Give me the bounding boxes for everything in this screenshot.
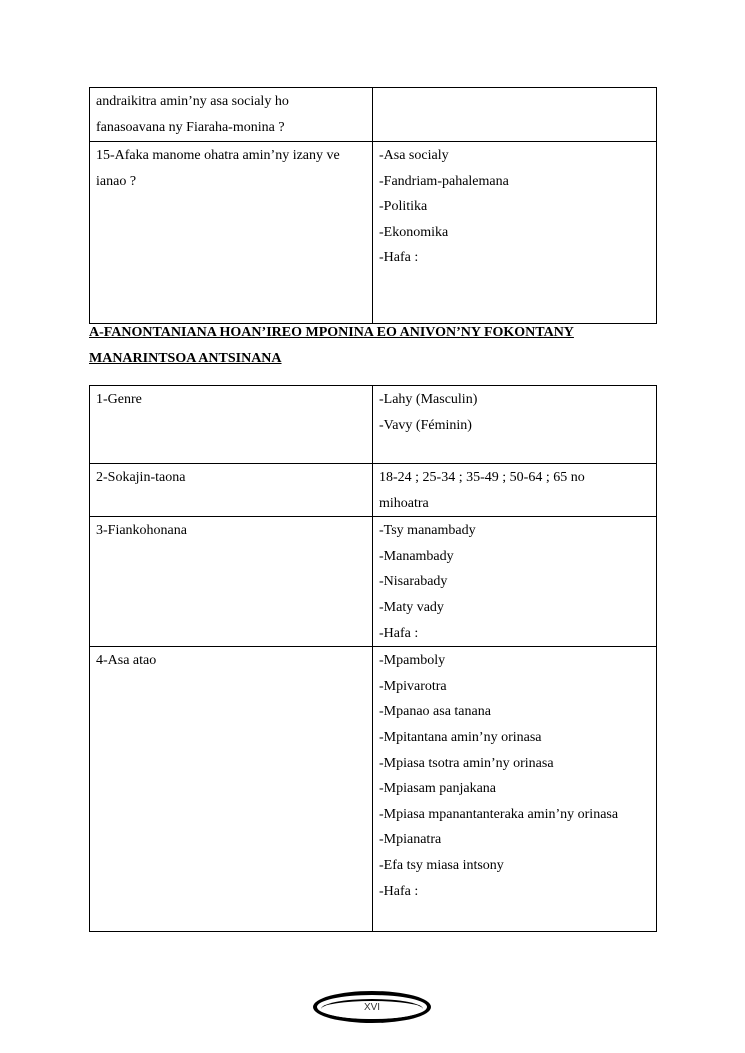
table-row xyxy=(90,517,657,647)
option-text: -Nisarabady xyxy=(379,574,448,590)
question-cell xyxy=(90,464,373,517)
section-heading-continued: MANARINTSOA ANTSINANA xyxy=(89,351,282,366)
question-cell xyxy=(90,517,373,647)
question-text: fanasoavana ny Fiaraha-monina ? xyxy=(96,119,285,135)
option-text: -Maty vady xyxy=(379,599,444,615)
question-text: 3-Fiankohonana xyxy=(96,523,187,539)
section-heading: A-FANONTANIANA HOAN’IREO MPONINA EO ANIVON’NY FOKONTANY xyxy=(89,325,574,340)
option-text: -Politika xyxy=(379,199,428,215)
question-cell xyxy=(90,88,373,142)
options-cell xyxy=(373,386,657,464)
question-text: 2-Sokajin-taona xyxy=(96,470,186,485)
questionnaire-table xyxy=(89,385,657,932)
option-text: -Hafa : xyxy=(379,883,419,899)
option-text: -Hafa : xyxy=(379,250,419,266)
question-text: andraikitra amin’ny asa socialy ho xyxy=(96,94,289,109)
question-cell xyxy=(90,142,373,324)
page-number-badge xyxy=(313,991,431,1023)
option-text: mihoatra xyxy=(379,495,429,511)
question-text: ianao ? xyxy=(96,173,137,189)
option-text: -Mpiasa mpanantanteraka amin’ny orinasa xyxy=(379,806,619,822)
question-cell xyxy=(90,386,373,464)
option-text: -Vavy (Féminin) xyxy=(379,417,472,433)
option-text: -Asa socialy xyxy=(379,148,449,163)
option-text: -Lahy (Masculin) xyxy=(379,392,478,407)
option-text: -Mpianatra xyxy=(379,832,442,848)
questionnaire-table-continued xyxy=(89,87,657,324)
option-text: -Mpanao asa tanana xyxy=(379,704,491,720)
option-text: -Manambady xyxy=(379,548,454,564)
option-text: -Mpiasam panjakana xyxy=(379,781,497,797)
question-text: 1-Genre xyxy=(96,392,142,407)
option-text: -Mpiasa tsotra amin’ny orinasa xyxy=(379,755,554,771)
question-text: 15-Afaka manome ohatra amin’ny izany ve xyxy=(96,148,340,163)
option-text: -Ekonomika xyxy=(379,224,449,240)
options-cell xyxy=(373,464,657,517)
options-cell xyxy=(373,647,657,932)
table-row xyxy=(90,464,657,517)
options-cell xyxy=(373,517,657,647)
page-number: XVI xyxy=(363,1002,381,1013)
option-text: 18-24 ; 25-34 ; 35-49 ; 50-64 ; 65 no xyxy=(379,470,585,485)
option-text: -Mpivarotra xyxy=(379,678,447,694)
option-text: -Mpamboly xyxy=(379,653,446,669)
options-cell xyxy=(373,142,657,324)
table-row xyxy=(90,142,657,324)
option-text: -Fandriam-pahalemana xyxy=(379,173,509,189)
option-text: -Efa tsy miasa intsony xyxy=(379,857,504,873)
table-row xyxy=(90,88,657,142)
options-cell xyxy=(373,88,657,142)
question-text: 4-Asa atao xyxy=(96,653,157,669)
option-text: -Tsy manambady xyxy=(379,523,476,539)
option-text: -Mpitantana amin’ny orinasa xyxy=(379,729,542,745)
table-row xyxy=(90,386,657,464)
question-cell xyxy=(90,647,373,932)
table-row xyxy=(90,647,657,932)
option-text: -Hafa : xyxy=(379,625,419,641)
